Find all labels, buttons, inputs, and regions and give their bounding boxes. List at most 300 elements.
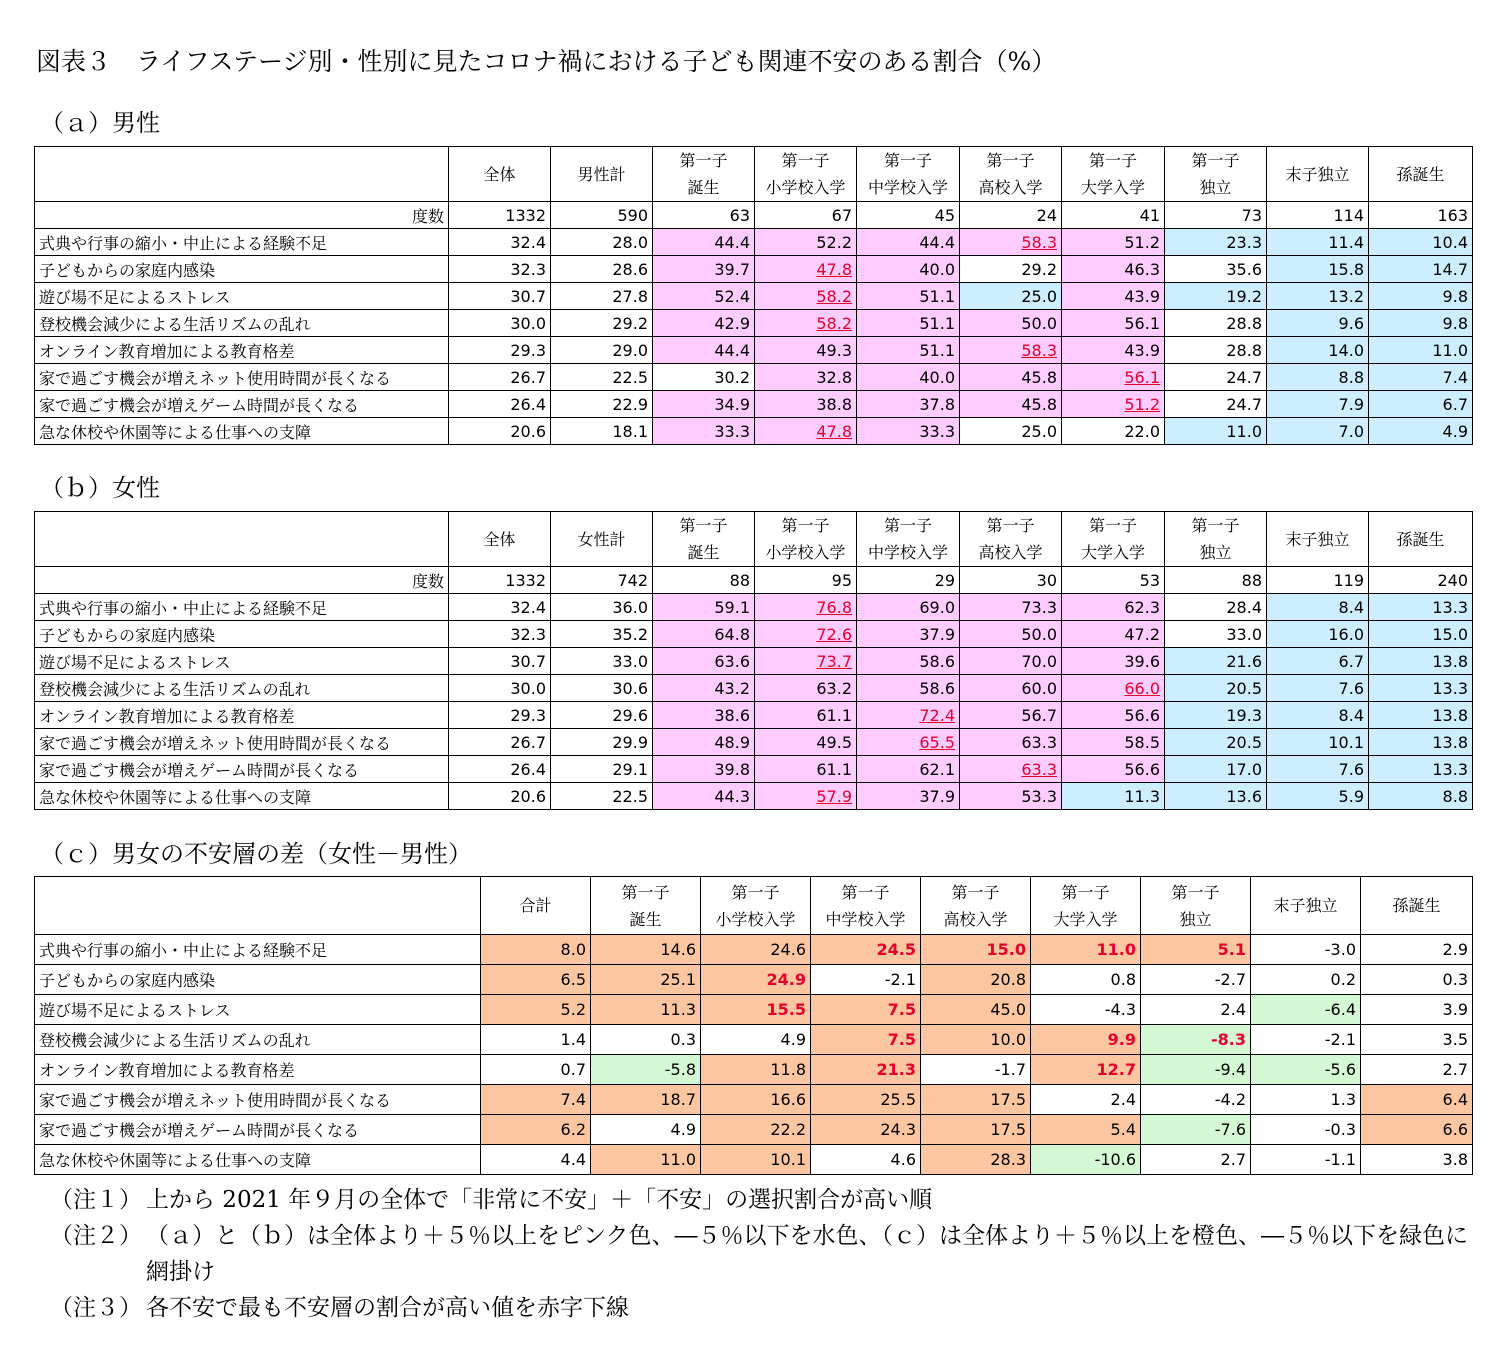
value-cell: 45.8	[960, 391, 1062, 418]
value-cell: 24.7	[1165, 391, 1267, 418]
value-cell: 60.0	[960, 675, 1062, 702]
value-cell: 63.6	[653, 648, 755, 675]
row-label: 遊び場不足によるストレス	[35, 995, 481, 1025]
section-title-diff: （ｃ）男女の不安層の差（女性－男性）	[40, 840, 472, 868]
value-cell: 7.9	[1267, 391, 1369, 418]
value-cell: 42.9	[653, 310, 755, 337]
value-cell: 39.8	[653, 756, 755, 783]
count-cell: 45	[857, 202, 960, 229]
value-cell: 10.1	[701, 1145, 811, 1175]
count-cell: 63	[653, 202, 755, 229]
value-cell: 40.0	[857, 364, 960, 391]
row-label: 登校機会減少による生活リズムの乱れ	[35, 310, 449, 337]
value-cell: -2.1	[1251, 1025, 1361, 1055]
note-text: 上から 2021 年９月の全体で「非常に不安」＋「不安」の選択割合が高い順	[146, 1187, 933, 1213]
value-cell: 28.8	[1165, 337, 1267, 364]
row-label: 急な休校や休園等による仕事への支障	[35, 783, 449, 810]
column-header: 第一子 小学校入学	[755, 512, 857, 567]
value-cell: -6.4	[1251, 995, 1361, 1025]
value-cell: 56.1	[1062, 364, 1165, 391]
value-cell: 10.0	[921, 1025, 1031, 1055]
value-cell: 29.1	[551, 756, 653, 783]
value-cell: 0.8	[1031, 965, 1141, 995]
table-row	[35, 783, 1473, 810]
count-cell: 119	[1267, 567, 1369, 594]
header-row	[35, 877, 1473, 935]
value-cell: 13.8	[1369, 648, 1473, 675]
column-header: 第一子 大学入学	[1062, 512, 1165, 567]
value-cell: 2.7	[1361, 1055, 1473, 1085]
row-label: 式典や行事の縮小・中止による経験不足	[35, 935, 481, 965]
table-row	[35, 364, 1473, 391]
row-label: 子どもからの家庭内感染	[35, 621, 449, 648]
value-cell: 15.5	[701, 995, 811, 1025]
value-cell: -4.3	[1031, 995, 1141, 1025]
table-row	[35, 256, 1473, 283]
row-label: オンライン教育増加による教育格差	[35, 337, 449, 364]
table-row	[35, 310, 1473, 337]
value-cell: 21.6	[1165, 648, 1267, 675]
note-key: （注３）	[50, 1295, 142, 1321]
value-cell: 50.0	[960, 310, 1062, 337]
count-cell: 163	[1369, 202, 1473, 229]
value-cell: 8.4	[1267, 594, 1369, 621]
column-header: 合計	[481, 877, 591, 935]
value-cell: 30.6	[551, 675, 653, 702]
value-cell: -5.6	[1251, 1055, 1361, 1085]
value-cell: 34.9	[653, 391, 755, 418]
value-cell: 44.4	[857, 229, 960, 256]
value-cell: 4.6	[811, 1145, 921, 1175]
value-cell: 72.6	[755, 621, 857, 648]
row-label: 家で過ごす機会が増えネット使用時間が長くなる	[35, 1085, 481, 1115]
value-cell: 10.1	[1267, 729, 1369, 756]
note-text: （ａ）と（ｂ）は全体より＋５％以上をピンク色、―５％以下を水色、（ｃ）は全体より＋５％以上を橙色、―５％以下を緑色に網掛け	[146, 1223, 1469, 1285]
value-cell: 58.2	[755, 310, 857, 337]
value-cell: 30.7	[449, 283, 551, 310]
value-cell: 48.9	[653, 729, 755, 756]
count-cell: 24	[960, 202, 1062, 229]
value-cell: 28.3	[921, 1145, 1031, 1175]
value-cell: 13.8	[1369, 729, 1473, 756]
row-label: 式典や行事の縮小・中止による経験不足	[35, 594, 449, 621]
row-label: 遊び場不足によるストレス	[35, 283, 449, 310]
row-label: 子どもからの家庭内感染	[35, 256, 449, 283]
value-cell: 9.8	[1369, 283, 1473, 310]
value-cell: 62.1	[857, 756, 960, 783]
value-cell: 73.7	[755, 648, 857, 675]
value-cell: 56.6	[1062, 756, 1165, 783]
value-cell: -5.8	[591, 1055, 701, 1085]
value-cell: 20.6	[449, 418, 551, 445]
table-row	[35, 756, 1473, 783]
note-key: （注１）	[50, 1187, 142, 1213]
value-cell: 35.6	[1165, 256, 1267, 283]
column-header: 末子独立	[1267, 147, 1369, 202]
value-cell: 0.3	[591, 1025, 701, 1055]
value-cell: 37.8	[857, 391, 960, 418]
value-cell: 16.0	[1267, 621, 1369, 648]
column-header: 第一子 中学校入学	[857, 512, 960, 567]
value-cell: 30.0	[449, 310, 551, 337]
value-cell: 11.0	[1369, 337, 1473, 364]
value-cell: 13.2	[1267, 283, 1369, 310]
table-row	[35, 391, 1473, 418]
table-row	[35, 418, 1473, 445]
value-cell: 65.5	[857, 729, 960, 756]
value-cell: 35.2	[551, 621, 653, 648]
value-cell: 9.6	[1267, 310, 1369, 337]
note-3	[50, 1290, 1476, 1326]
value-cell: 43.2	[653, 675, 755, 702]
value-cell: 51.1	[857, 283, 960, 310]
value-cell: 56.1	[1062, 310, 1165, 337]
row-label: 急な休校や休園等による仕事への支障	[35, 418, 449, 445]
table-row	[35, 621, 1473, 648]
count-cell: 88	[1165, 567, 1267, 594]
value-cell: 25.5	[811, 1085, 921, 1115]
value-cell: 28.8	[1165, 310, 1267, 337]
column-header: 男性計	[551, 147, 653, 202]
column-header: 第一子 独立	[1165, 512, 1267, 567]
value-cell: 7.0	[1267, 418, 1369, 445]
value-cell: 24.7	[1165, 364, 1267, 391]
row-label: 急な休校や休園等による仕事への支障	[35, 1145, 481, 1175]
value-cell: 7.6	[1267, 756, 1369, 783]
value-cell: 24.9	[701, 965, 811, 995]
value-cell: 18.7	[591, 1085, 701, 1115]
value-cell: 6.5	[481, 965, 591, 995]
value-cell: 62.3	[1062, 594, 1165, 621]
value-cell: 58.6	[857, 648, 960, 675]
column-header: 全体	[449, 147, 551, 202]
column-header: 第一子 誕生	[653, 512, 755, 567]
value-cell: 13.3	[1369, 594, 1473, 621]
table-row	[35, 1145, 1473, 1175]
value-cell: 44.4	[653, 337, 755, 364]
value-cell: -7.6	[1141, 1115, 1251, 1145]
table-row	[35, 995, 1473, 1025]
value-cell: 25.0	[960, 418, 1062, 445]
value-cell: -1.1	[1251, 1145, 1361, 1175]
value-cell: -0.3	[1251, 1115, 1361, 1145]
value-cell: 29.6	[551, 702, 653, 729]
value-cell: 66.0	[1062, 675, 1165, 702]
column-header: 女性計	[551, 512, 653, 567]
table-row	[35, 337, 1473, 364]
column-header: 全体	[449, 512, 551, 567]
value-cell: 6.4	[1361, 1085, 1473, 1115]
table-row	[35, 1025, 1473, 1055]
value-cell: -2.7	[1141, 965, 1251, 995]
table-row	[35, 1085, 1473, 1115]
value-cell: 11.0	[591, 1145, 701, 1175]
value-cell: 30.2	[653, 364, 755, 391]
value-cell: 1.3	[1251, 1085, 1361, 1115]
value-cell: 23.3	[1165, 229, 1267, 256]
count-cell: 590	[551, 202, 653, 229]
count-cell: 240	[1369, 567, 1473, 594]
value-cell: 52.2	[755, 229, 857, 256]
table-row	[35, 1055, 1473, 1085]
value-cell: 5.1	[1141, 935, 1251, 965]
count-cell: 53	[1062, 567, 1165, 594]
value-cell: 5.2	[481, 995, 591, 1025]
value-cell: 76.8	[755, 594, 857, 621]
header-corner	[35, 512, 449, 567]
value-cell: 8.8	[1369, 783, 1473, 810]
value-cell: 22.9	[551, 391, 653, 418]
value-cell: 14.6	[591, 935, 701, 965]
value-cell: 64.8	[653, 621, 755, 648]
value-cell: 44.3	[653, 783, 755, 810]
value-cell: 36.0	[551, 594, 653, 621]
value-cell: 4.9	[591, 1115, 701, 1145]
value-cell: 32.3	[449, 256, 551, 283]
column-header: 孫誕生	[1369, 147, 1473, 202]
value-cell: 9.9	[1031, 1025, 1141, 1055]
value-cell: 43.9	[1062, 337, 1165, 364]
table-row	[35, 675, 1473, 702]
male-table	[34, 146, 1473, 445]
value-cell: 46.3	[1062, 256, 1165, 283]
value-cell: -10.6	[1031, 1145, 1141, 1175]
row-label: 子どもからの家庭内感染	[35, 965, 481, 995]
header-corner	[35, 877, 481, 935]
column-header: 第一子 高校入学	[960, 147, 1062, 202]
count-cell: 114	[1267, 202, 1369, 229]
value-cell: 10.4	[1369, 229, 1473, 256]
value-cell: 19.3	[1165, 702, 1267, 729]
value-cell: 28.4	[1165, 594, 1267, 621]
value-cell: 29.2	[960, 256, 1062, 283]
value-cell: 11.0	[1031, 935, 1141, 965]
count-cell: 1332	[449, 202, 551, 229]
value-cell: 16.6	[701, 1085, 811, 1115]
value-cell: 11.4	[1267, 229, 1369, 256]
value-cell: 15.8	[1267, 256, 1369, 283]
value-cell: 20.6	[449, 783, 551, 810]
value-cell: 39.6	[1062, 648, 1165, 675]
value-cell: 7.4	[1369, 364, 1473, 391]
value-cell: 17.5	[921, 1085, 1031, 1115]
value-cell: 58.6	[857, 675, 960, 702]
value-cell: 7.6	[1267, 675, 1369, 702]
count-label: 度数	[35, 567, 449, 594]
value-cell: 45.0	[921, 995, 1031, 1025]
value-cell: -9.4	[1141, 1055, 1251, 1085]
value-cell: 12.7	[1031, 1055, 1141, 1085]
note-key: （注２）	[50, 1223, 142, 1249]
value-cell: 25.0	[960, 283, 1062, 310]
value-cell: 0.7	[481, 1055, 591, 1085]
figure-title: 図表３ ライフステージ別・性別に見たコロナ禍における子ども関連不安のある割合（%）	[36, 47, 1057, 76]
value-cell: 11.3	[1062, 783, 1165, 810]
value-cell: 7.4	[481, 1085, 591, 1115]
row-label: オンライン教育増加による教育格差	[35, 1055, 481, 1085]
row-label: 家で過ごす機会が増えネット使用時間が長くなる	[35, 364, 449, 391]
value-cell: 4.4	[481, 1145, 591, 1175]
value-cell: 30.7	[449, 648, 551, 675]
count-cell: 73	[1165, 202, 1267, 229]
female-table	[34, 511, 1473, 810]
table-row	[35, 1115, 1473, 1145]
count-row	[35, 567, 1473, 594]
count-cell: 29	[857, 567, 960, 594]
note-1	[50, 1182, 1476, 1218]
table-row	[35, 935, 1473, 965]
table-row	[35, 729, 1473, 756]
value-cell: 14.7	[1369, 256, 1473, 283]
column-header: 第一子 中学校入学	[857, 147, 960, 202]
value-cell: 25.1	[591, 965, 701, 995]
value-cell: 6.7	[1267, 648, 1369, 675]
value-cell: 27.8	[551, 283, 653, 310]
value-cell: 28.6	[551, 256, 653, 283]
value-cell: 2.9	[1361, 935, 1473, 965]
value-cell: 4.9	[1369, 418, 1473, 445]
value-cell: 38.8	[755, 391, 857, 418]
value-cell: 15.0	[921, 935, 1031, 965]
section-title-female: （ｂ）女性	[40, 474, 160, 502]
count-label: 度数	[35, 202, 449, 229]
count-cell: 95	[755, 567, 857, 594]
row-label: 家で過ごす機会が増えゲーム時間が長くなる	[35, 391, 449, 418]
value-cell: 9.8	[1369, 310, 1473, 337]
column-header: 第一子 小学校入学	[701, 877, 811, 935]
count-cell: 742	[551, 567, 653, 594]
value-cell: 63.2	[755, 675, 857, 702]
table-row	[35, 229, 1473, 256]
value-cell: 53.3	[960, 783, 1062, 810]
row-label: 家で過ごす機会が増えゲーム時間が長くなる	[35, 1115, 481, 1145]
value-cell: 24.5	[811, 935, 921, 965]
value-cell: 21.3	[811, 1055, 921, 1085]
count-row	[35, 202, 1473, 229]
value-cell: 45.8	[960, 364, 1062, 391]
value-cell: 37.9	[857, 621, 960, 648]
value-cell: 13.6	[1165, 783, 1267, 810]
value-cell: 30.0	[449, 675, 551, 702]
value-cell: 59.1	[653, 594, 755, 621]
value-cell: 72.4	[857, 702, 960, 729]
value-cell: 33.0	[551, 648, 653, 675]
column-header: 孫誕生	[1369, 512, 1473, 567]
value-cell: 57.9	[755, 783, 857, 810]
value-cell: 26.7	[449, 729, 551, 756]
section-title-male: （ａ）男性	[40, 109, 160, 137]
value-cell: 7.5	[811, 1025, 921, 1055]
value-cell: 24.3	[811, 1115, 921, 1145]
value-cell: 29.3	[449, 702, 551, 729]
value-cell: -4.2	[1141, 1085, 1251, 1115]
value-cell: 40.0	[857, 256, 960, 283]
value-cell: 22.5	[551, 783, 653, 810]
value-cell: 22.2	[701, 1115, 811, 1145]
column-header: 第一子 大学入学	[1031, 877, 1141, 935]
column-header: 第一子 誕生	[653, 147, 755, 202]
row-label: 式典や行事の縮小・中止による経験不足	[35, 229, 449, 256]
table-row	[35, 702, 1473, 729]
value-cell: 18.1	[551, 418, 653, 445]
value-cell: 63.3	[960, 729, 1062, 756]
value-cell: 17.0	[1165, 756, 1267, 783]
value-cell: 39.7	[653, 256, 755, 283]
value-cell: 3.9	[1361, 995, 1473, 1025]
value-cell: 26.7	[449, 364, 551, 391]
value-cell: -1.7	[921, 1055, 1031, 1085]
column-header: 第一子 小学校入学	[755, 147, 857, 202]
value-cell: 56.7	[960, 702, 1062, 729]
value-cell: 19.2	[1165, 283, 1267, 310]
value-cell: 51.1	[857, 337, 960, 364]
count-cell: 67	[755, 202, 857, 229]
row-label: オンライン教育増加による教育格差	[35, 702, 449, 729]
value-cell: -8.3	[1141, 1025, 1251, 1055]
value-cell: 6.7	[1369, 391, 1473, 418]
value-cell: 50.0	[960, 621, 1062, 648]
value-cell: 11.3	[591, 995, 701, 1025]
value-cell: 32.4	[449, 229, 551, 256]
value-cell: -2.1	[811, 965, 921, 995]
column-header: 第一子 独立	[1141, 877, 1251, 935]
value-cell: 0.2	[1251, 965, 1361, 995]
value-cell: 2.7	[1141, 1145, 1251, 1175]
value-cell: 2.4	[1141, 995, 1251, 1025]
value-cell: 5.9	[1267, 783, 1369, 810]
value-cell: 7.5	[811, 995, 921, 1025]
count-cell: 1332	[449, 567, 551, 594]
value-cell: 20.5	[1165, 729, 1267, 756]
value-cell: 38.6	[653, 702, 755, 729]
column-header: 第一子 高校入学	[960, 512, 1062, 567]
value-cell: 56.6	[1062, 702, 1165, 729]
column-header: 第一子 誕生	[591, 877, 701, 935]
value-cell: 4.9	[701, 1025, 811, 1055]
value-cell: 13.3	[1369, 675, 1473, 702]
value-cell: 47.8	[755, 256, 857, 283]
value-cell: 37.9	[857, 783, 960, 810]
value-cell: 29.0	[551, 337, 653, 364]
value-cell: 17.5	[921, 1115, 1031, 1145]
value-cell: 8.8	[1267, 364, 1369, 391]
value-cell: 51.2	[1062, 391, 1165, 418]
row-label: 遊び場不足によるストレス	[35, 648, 449, 675]
value-cell: 14.0	[1267, 337, 1369, 364]
value-cell: 58.3	[960, 229, 1062, 256]
value-cell: 0.3	[1361, 965, 1473, 995]
value-cell: 43.9	[1062, 283, 1165, 310]
header-row	[35, 512, 1473, 567]
value-cell: 51.2	[1062, 229, 1165, 256]
column-header: 第一子 大学入学	[1062, 147, 1165, 202]
count-cell: 30	[960, 567, 1062, 594]
value-cell: 26.4	[449, 391, 551, 418]
value-cell: 22.0	[1062, 418, 1165, 445]
header-corner	[35, 147, 449, 202]
value-cell: 58.2	[755, 283, 857, 310]
value-cell: 11.0	[1165, 418, 1267, 445]
row-label: 登校機会減少による生活リズムの乱れ	[35, 675, 449, 702]
header-row	[35, 147, 1473, 202]
value-cell: 6.6	[1361, 1115, 1473, 1145]
notes	[50, 1182, 1476, 1326]
value-cell: 69.0	[857, 594, 960, 621]
value-cell: 22.5	[551, 364, 653, 391]
value-cell: 3.8	[1361, 1145, 1473, 1175]
value-cell: 32.3	[449, 621, 551, 648]
value-cell: 33.3	[653, 418, 755, 445]
